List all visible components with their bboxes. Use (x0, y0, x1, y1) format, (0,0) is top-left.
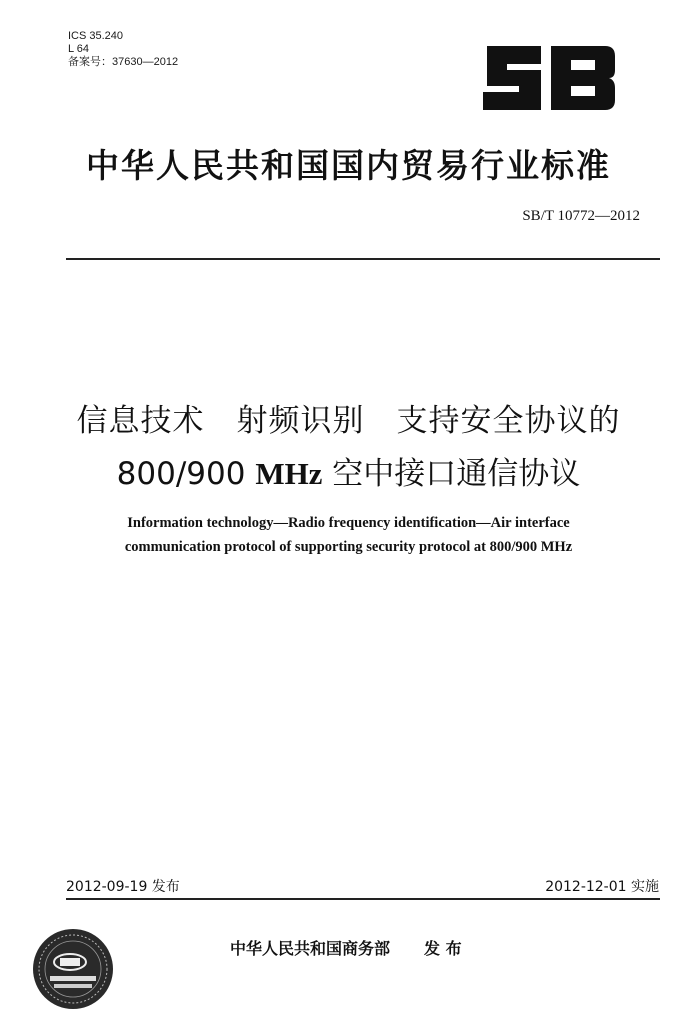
title-cn-rest: 空中接口通信协议 (322, 456, 581, 492)
issuer-action: 发 布 (424, 939, 462, 958)
title-cn-mhz: MHz (255, 456, 323, 491)
title-en-line1: Information technology—Radio frequency identification—Air interface (127, 515, 570, 531)
implement-date: 2012-12-01 实施 (545, 879, 659, 895)
issuer-line (230, 936, 462, 959)
standard-number: SB/T 10772—2012 (522, 208, 640, 224)
record-number: 备案号：37630—2012 (68, 56, 179, 68)
circular-seal-stamp-icon (30, 926, 116, 1012)
ics-code: ICS 35.240 (68, 30, 124, 42)
issuer-name: 中华人民共和国商务部 (230, 939, 391, 958)
ccs-code: L 64 (68, 43, 90, 55)
title-cn-line2 (0, 448, 697, 493)
publish-date: 2012-09-19 发布 (66, 879, 180, 895)
top-divider (66, 258, 660, 260)
sb-logo (479, 40, 619, 116)
logo-letter-b (551, 46, 615, 110)
title-cn-freq: 800/900 (116, 456, 256, 492)
classification-block (68, 30, 178, 69)
logo-letter-s (483, 46, 541, 110)
title-cn-line1: 信息技术 射频识别 支持安全协议的 (76, 403, 621, 439)
bottom-divider (66, 898, 660, 900)
title-en-line2: communication protocol of supporting security protocol at 800/900 MHz (124, 539, 573, 555)
issuer-title: 中华人民共和国国内贸易行业标准 (86, 146, 611, 185)
